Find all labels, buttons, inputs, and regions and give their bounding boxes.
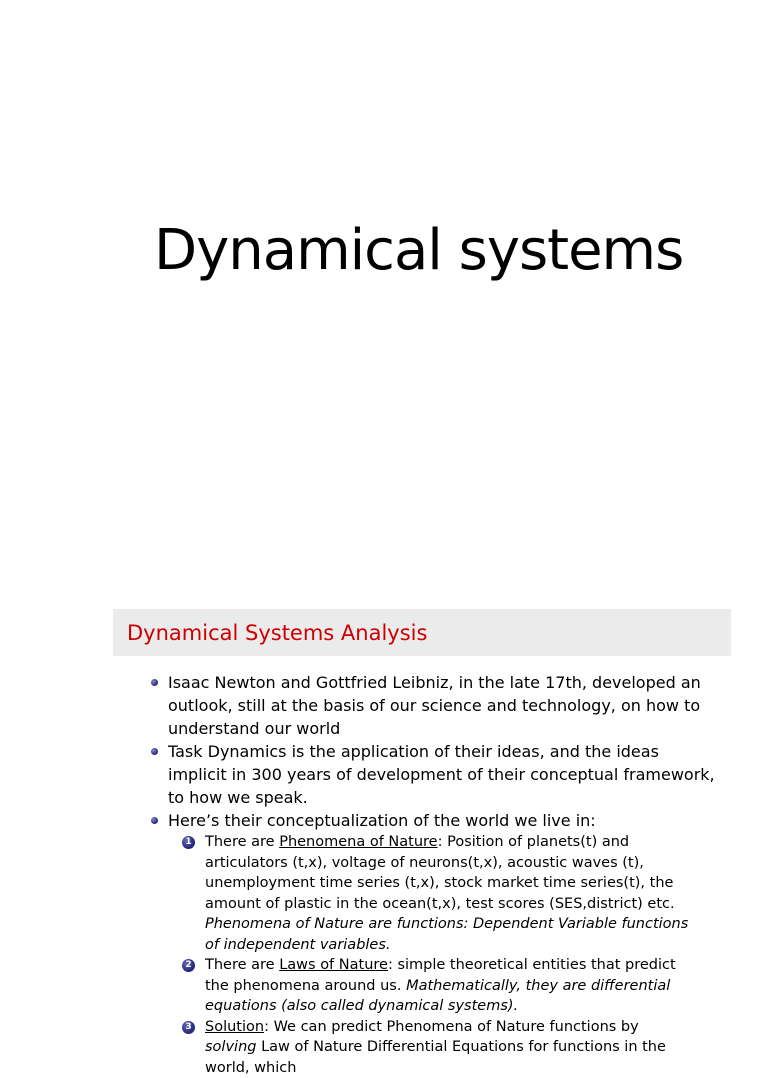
bullet-item <box>151 809 721 1078</box>
enum-pre: There are <box>205 834 279 850</box>
enum-item <box>182 1017 690 1078</box>
enum-body: : Position of planets(t) and articulators (t,x), voltage of neurons(t,x), acoustic waves (t), unemployment time series (t,x), stock market time series(t), the amount of plastic in the ocean(t,x), test scores (SES,district) etc. <box>205 834 675 912</box>
enum-italic: Mathematically, they are differential equations (also called dynamical systems). <box>205 978 670 1015</box>
bullet-ball-icon <box>151 817 158 824</box>
frame-title: Dynamical Systems Analysis <box>127 621 427 645</box>
bullet-list <box>151 671 721 1078</box>
bullet-item <box>151 671 721 740</box>
enum-italic: solving <box>205 1039 256 1055</box>
enum-body: : We can predict Phenomena of Nature functions by <box>264 1019 639 1035</box>
enum-body: : simple theoretical entities that predict the phenomena around us. <box>205 957 676 994</box>
enum-term: Phenomena of Nature <box>279 834 437 850</box>
enum-pre: There are <box>205 957 279 973</box>
enum-number-badge: 3 <box>182 1021 195 1034</box>
enum-term: Laws of Nature <box>279 957 388 973</box>
enum-item <box>182 832 690 955</box>
frame-header <box>113 609 731 656</box>
enumerated-list <box>182 832 690 1078</box>
bullet-text: Isaac Newton and Gottfried Leibniz, in the late 17th, developed an outlook, still at the basis of our science and technology, on how to understand our world <box>168 673 701 738</box>
enum-number-badge: 1 <box>182 836 195 849</box>
enum-term: Solution <box>205 1019 264 1035</box>
enum-number-badge: 2 <box>182 959 195 972</box>
enum-item <box>182 955 690 1017</box>
bullet-ball-icon <box>151 679 158 686</box>
content-frame <box>113 609 731 1024</box>
bullet-text: Task Dynamics is the application of their ideas, and the ideas implicit in 300 years of development of their conceptual framework, to how we speak. <box>168 742 715 807</box>
bullet-item <box>151 740 721 809</box>
bullet-ball-icon <box>151 748 158 755</box>
enum-tail: Law of Nature Differential Equations for functions in the world, which <box>205 1039 666 1076</box>
slide-title: Dynamical systems <box>154 218 683 283</box>
bullet-text: Here’s their conceptualization of the world we live in: <box>168 811 596 830</box>
enum-italic: Phenomena of Nature are functions: Dependent Variable functions of independent variables. <box>205 916 688 953</box>
